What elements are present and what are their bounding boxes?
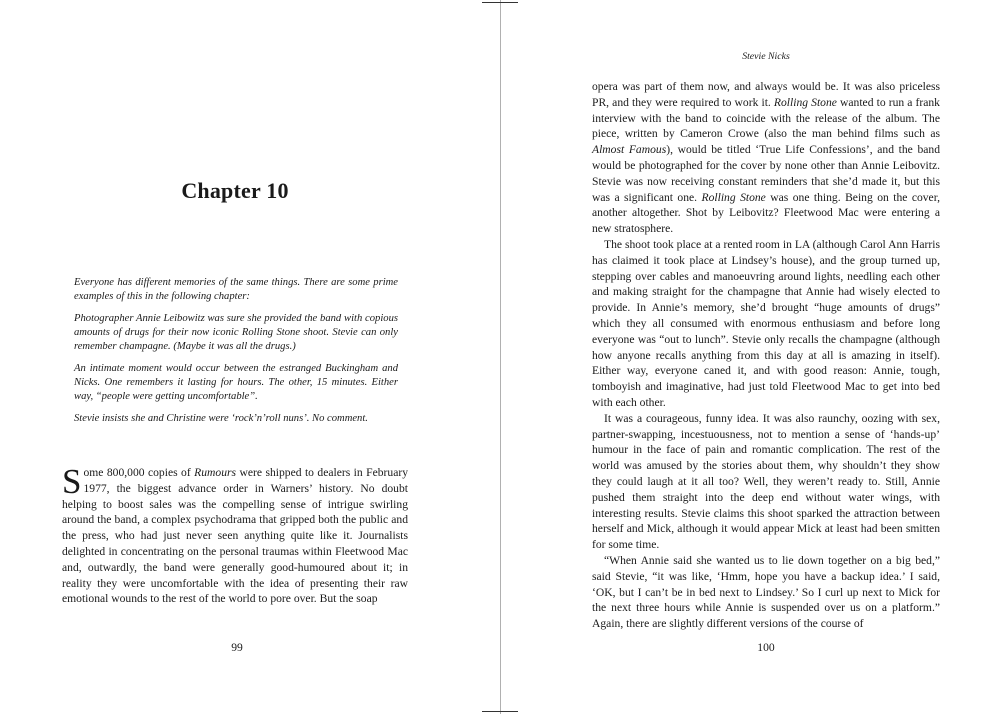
album-title: Rumours	[194, 466, 237, 479]
text-run: were shipped to dealers in February 1977, the biggest advance order in Warners’ history. No doubt helping to boost sales was the compelling sense of intrigue swirling around the band, a complex psychodrama that gripped both the public and the press, who had just never seen anything quite like it. Journalists delighted in concentrating on the personal traumas within Fleetwood Mac and, outwardly, the band were generally good-humoured about it; in reality they were uncomfortable with the idea of presenting their raw emotional wounds to the rest of the world to pore over. But the soap	[62, 466, 408, 606]
running-head: Stevie Nicks	[742, 51, 790, 62]
text-run: ), would be titled ‘True Life Confessions’, and the band would be photographed for the cover by none other than Annie Leibovitz. Stevie was now receiving constant reminders that she’d made it, but this was a significant one.	[592, 143, 940, 204]
chapter-title: Chapter 10	[181, 178, 289, 203]
epigraph-paragraph: An intimate moment would occur between the estranged Buckingham and Nicks. One remembers it lasting for hours. The other, 15 minutes. Either way, “people were getting uncomfortable”.	[74, 363, 398, 403]
chapter-epigraph	[74, 276, 398, 434]
opening-paragraph	[62, 462, 408, 607]
text-run: ome 800,000 copies of	[83, 466, 195, 479]
paragraph: It was a courageous, funny idea. It was also raunchy, oozing with sex, partner-swapping, incestuousness, not to mention a sense of ‘hands-up’ humour in the face of pain and romantic complication. The rest of the world was amused by the stories about them, why shouldn’t they show they could laugh at it all too? Well, they weren’t ready to. Still, Annie pushed them straight into the deep end without water wings, with interesting results. Stevie claims this shoot sparked the attraction between herself and Mick, although it would appear Mick at least had been smitten for some time.	[592, 411, 940, 552]
paragraph: “When Annie said she wanted us to lie down together on a big bed,” said Stevie, “it was like, ‘Hmm, hope you have a backup idea.’ I said, ‘OK, but I can’t be in bed next to Lindsey.’ So I curl up next to Mick for the next three hours while Annie is suspended over us on a platform.” Again, there are slightly different versions of the course of	[592, 553, 940, 631]
page-number-right: 100	[757, 641, 775, 654]
right-page	[500, 0, 1000, 714]
left-body-text	[62, 462, 408, 607]
drop-cap: S	[62, 462, 82, 501]
text-run: wanted to run a frank interview with the band to coincide with the release of the album. The piece, written by Cameron Crowe (also the man behind films such as	[592, 95, 940, 141]
page-number-left: 99	[231, 641, 243, 654]
right-body-text	[592, 79, 940, 632]
paragraph: The shoot took place at a rented room in LA (although Carol Ann Harris has claimed it took place at Lindsey’s house), and the group turned up, stepping over cables and manoeuvring around lights, needling each other and making straight for the champagne that Annie had wisely elected to provide. In Annie’s memory, she’d brought “huge amounts of drugs” which they all consumed with enormous enthusiasm and before long everyone was “out to lunch”. Stevie only recalls the champagne (although how anyone recalls anything from this day at all is amazing in itself). Either way, everyone caned it, and with good reason: Annie, tough, tomboyish and imaginative, had just told Fleetwood Mac to get into bed with each other.	[592, 237, 940, 409]
epigraph-paragraph: Everyone has different memories of the same things. There are some prime examples of this in the following chapter:	[74, 277, 398, 303]
text-run: was one thing. Being on the cover, another altogether. Shot by Leibovitz? Fleetwood Mac were entering a new stratosphere.	[592, 190, 940, 236]
paragraph	[592, 79, 940, 237]
magazine-title: Rolling Stone	[773, 95, 837, 109]
epigraph-paragraph: Stevie insists she and Christine were ‘rock’n’roll nuns’. No comment.	[74, 413, 368, 425]
magazine-title: Rolling Stone	[701, 190, 766, 204]
film-title: Almost Famous	[592, 143, 667, 157]
epigraph-paragraph: Photographer Annie Leibowitz was sure she provided the band with copious amounts of drugs for their now iconic Rolling Stone shoot. Stevie can only remember champagne. (Maybe it was all the drugs.)	[74, 312, 398, 353]
text-run: opera was part of them now, and always would be. It was also priceless PR, and they were required to work it.	[592, 80, 940, 109]
